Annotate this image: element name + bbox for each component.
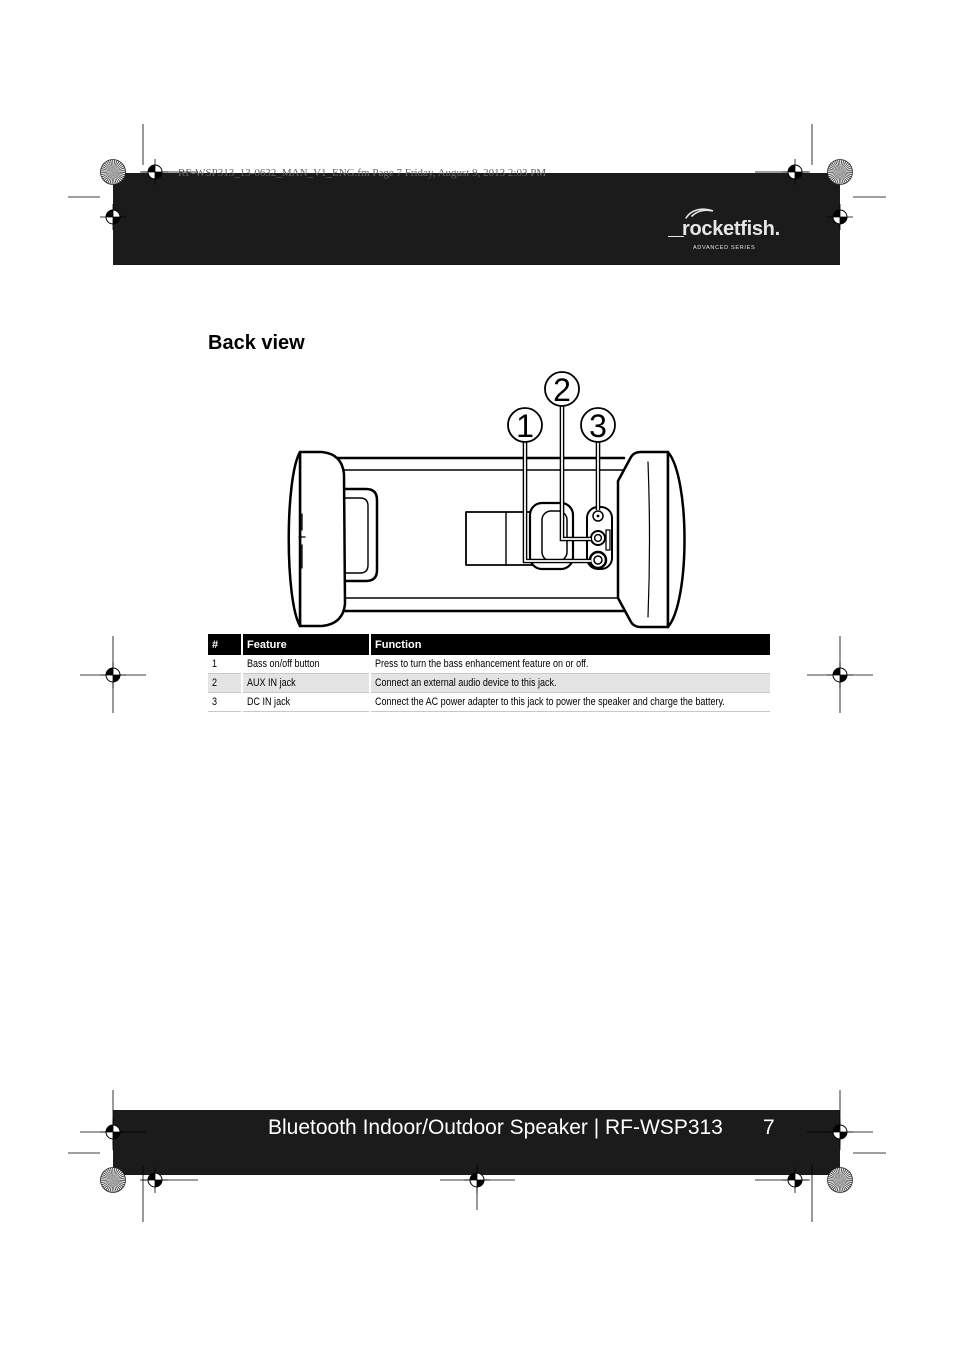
callout-1 bbox=[508, 408, 542, 444]
callout-3 bbox=[581, 408, 615, 444]
column-header-feature: Feature bbox=[243, 634, 369, 655]
row-feature: Bass on/off button bbox=[243, 655, 369, 674]
table-row bbox=[208, 674, 770, 693]
row-number: 3 bbox=[208, 693, 241, 712]
callout-3-label: 3 bbox=[589, 408, 607, 444]
column-header-function: Function bbox=[371, 634, 770, 655]
logo-tagline: ADVANCED SERIES bbox=[693, 245, 756, 251]
section-title: Back view bbox=[208, 332, 305, 354]
row-function: Connect an external audio device to this jack. bbox=[371, 674, 770, 693]
footer-bar bbox=[113, 1110, 840, 1175]
row-feature: AUX IN jack bbox=[243, 674, 369, 693]
table-header-row bbox=[208, 634, 770, 655]
footer-title: Bluetooth Indoor/Outdoor Speaker | RF-WSP313 bbox=[268, 1116, 723, 1139]
table-row bbox=[208, 693, 770, 712]
row-number: 1 bbox=[208, 655, 241, 674]
logo-brand-text: rocketfish. bbox=[682, 218, 780, 240]
row-function: Press to turn the bass enhancement feature on or off. bbox=[371, 655, 770, 674]
registration-target bbox=[827, 662, 853, 688]
rocketfish-logo bbox=[665, 203, 835, 259]
registration-target bbox=[100, 662, 126, 688]
table-row bbox=[208, 655, 770, 674]
row-function: Connect the AC power adapter to this jack to power the speaker and charge the battery. bbox=[371, 693, 770, 712]
speaker-left-cap bbox=[289, 452, 345, 626]
callout-1-label: 1 bbox=[516, 408, 534, 444]
callout-2-label: 2 bbox=[553, 372, 571, 408]
header-bar bbox=[113, 173, 840, 265]
feature-table bbox=[206, 634, 772, 712]
page-number: 7 bbox=[763, 1116, 775, 1139]
speaker-back-diagram bbox=[280, 365, 700, 630]
file-info-slug: RF-WSP313_13-0632_MAN_V1_ENG.fm Page 7 Friday, August 9, 2013 2:03 PM bbox=[178, 167, 547, 179]
speaker-handle bbox=[344, 489, 377, 581]
row-number: 2 bbox=[208, 674, 241, 693]
callout-2 bbox=[545, 372, 579, 408]
row-feature: DC IN jack bbox=[243, 693, 369, 712]
speaker-right-cap bbox=[618, 452, 685, 627]
column-header-number: # bbox=[208, 634, 241, 655]
